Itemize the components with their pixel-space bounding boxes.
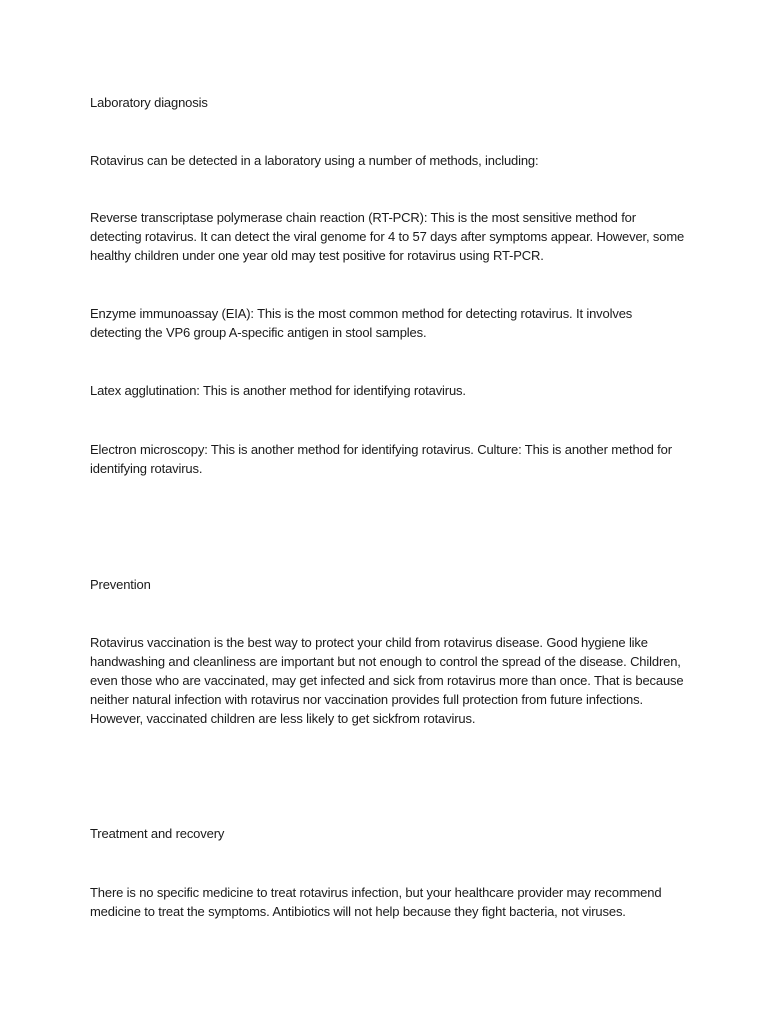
section-heading-prevention: Prevention (90, 577, 151, 592)
section-heading-laboratory-diagnosis: Laboratory diagnosis (90, 95, 208, 110)
paragraph-rt-pcr: Reverse transcriptase polymerase chain reaction (RT-PCR): This is the most sensitive method for detecting rotavirus. It can detect the viral genome for 4 to 57 days after symptoms appear. However, some healthy children under one year old may test positive for rotavirus using RT-PCR. (90, 210, 685, 263)
paragraph-treatment: There is no specific medicine to treat rotavirus infection, but your healthcare provider may recommend medicine to treat the symptoms. Antibiotics will not help because they fight bacteria, not viruses. (90, 885, 662, 919)
paragraph-prevention: Rotavirus vaccination is the best way to protect your child from rotavirus disease. Good hygiene like handwashing and cleanliness are important but not enough to control the spread of the disease. Children, even those who are vaccinated, may get infected and sick from rotavirus more than once. That is because neither natural infection with rotavirus nor vaccination provides full protection from future infections. However, vaccinated children are less likely to get sickfrom rotavirus. (90, 635, 684, 726)
paragraph-eia: Enzyme immunoassay (EIA): This is the most common method for detecting rotavirus. It involves detecting the VP6 group A-specific antigen in stool samples. (90, 306, 633, 340)
paragraph-electron-microscopy: Electron microscopy: This is another method for identifying rotavirus. Culture: This is another method for identifying rotavirus. (90, 442, 672, 476)
paragraph-latex-agglutination: Latex agglutination: This is another method for identifying rotavirus. (90, 383, 466, 398)
section-heading-treatment-and-recovery: Treatment and recovery (90, 826, 225, 841)
paragraph-lab-intro: Rotavirus can be detected in a laboratory using a number of methods, including: (90, 153, 539, 168)
